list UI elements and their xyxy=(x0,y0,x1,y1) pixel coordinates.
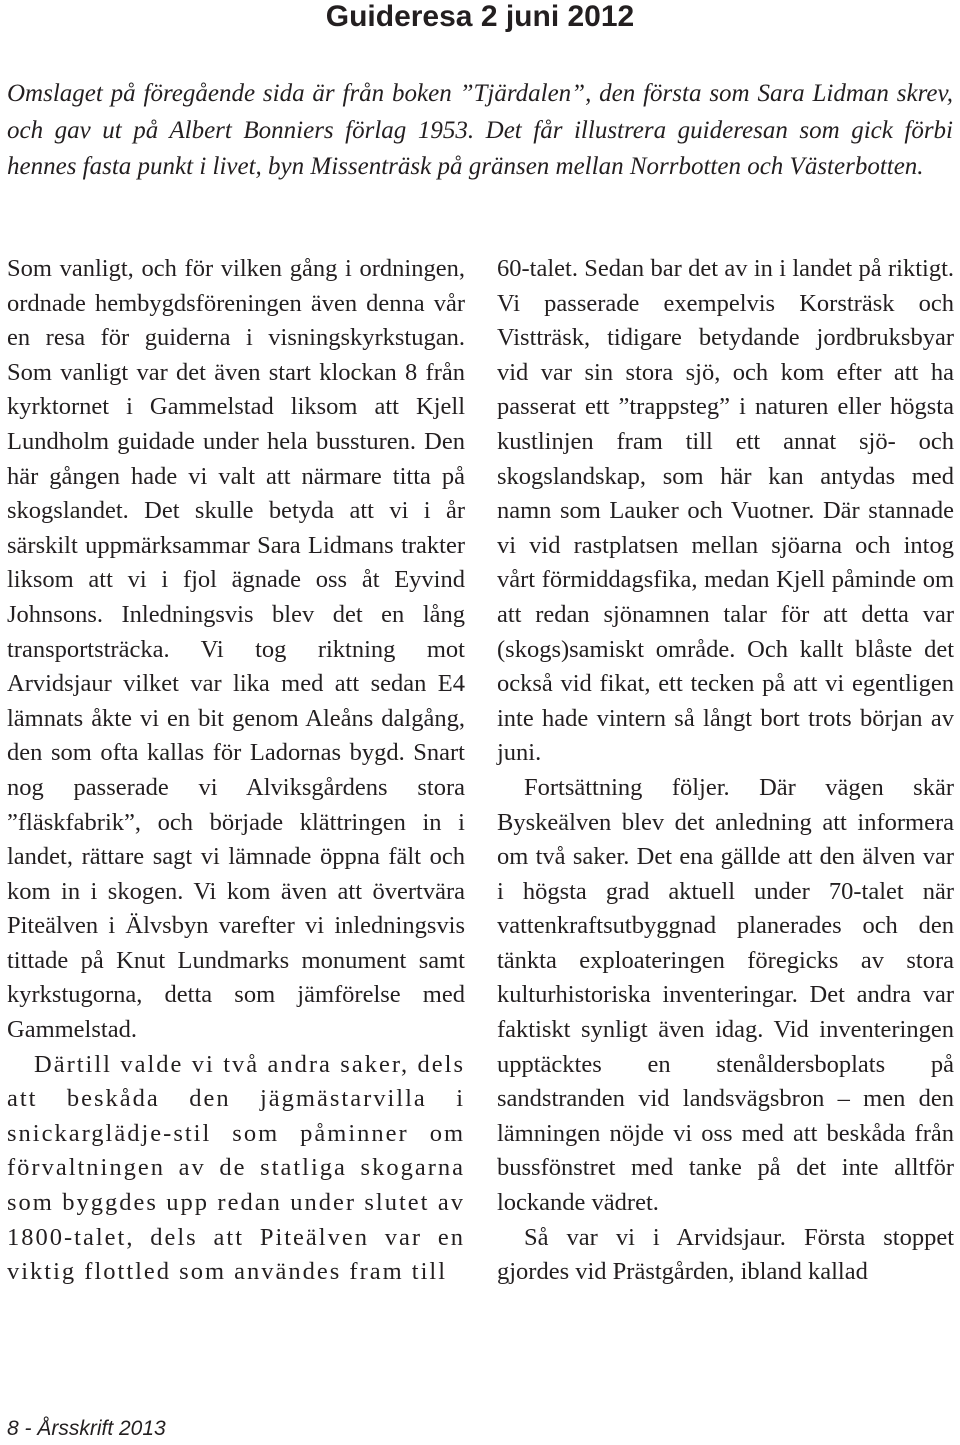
intro-caption: Omslaget på föregående sida är från boken ”Tjärdalen”, den första som Sara Lidman skrev, och gav ut på Albert Bonniers förlag 1953. Det får illustrera guideresan som gick förbi hennes fasta punkt i livet, byn Missenträsk på gränsen mellan Norrbotten och Västerbotten. xyxy=(7,80,953,180)
paragraph: Därtill valde vi två andra saker, dels att beskåda den jägmästarvilla i snickarglädje-stil som påminner om förvaltningen av de statliga skogarna som byggdes upp redan under slutet av 1800-talet, dels att Piteälven var en viktig flottled som användes fram till xyxy=(7,1050,465,1286)
paragraph: Som vanligt, och för vilken gång i ordningen, ordnade hembygdsföreningen även denna vår en resa för guiderna i visningskyrkstugan. Som vanligt var det även start klockan 8 från kyrktornet i Gammelstad liksom att Kjell Lundholm guidade under hela bussturen. Den här gången hade vi valt att närmare titta på skogslandet. Det skulle betyda att vi i år särskilt uppmärksammar Sara Lidmans trakter liksom att vi i fjol ägnade oss åt Eyvind Johnsons. Inledningsvis blev det en lång transportsträcka. Vi tog riktning mot Arvidsjaur vilket var lika med att sedan E4 lämnats åkte vi en bit genom Aleåns dalgång, den som ofta kallas för Ladornas bygd. Snart nog passerade vi Alviksgårdens stora ”fläskfabrik”, och började klättringen in i landet, rättare sagt vi lämnade öppna fält och kom in i skogen. Vi kom även att övertvära Piteälven i Älvsbyn varefter vi inledningsvis tittade på Knut Lundmarks monument samt kyrkstugorna, detta som jämförelse med Gammelstad. xyxy=(7,255,465,1044)
paragraph: Så var vi i Arvidsjaur. Första stoppet gjordes vid Prästgården, ibland kallad xyxy=(497,1223,954,1286)
page-footer: 8 - Årsskrift 2013 xyxy=(7,1417,166,1440)
paragraph: Fortsättning följer. Där vägen skär Byskeälven blev det anledning att informera om två saker. Det ena gällde att den älven var i högsta grad aktuell under 70-talet när vattenkraftsutbyggnad planerades och den tänkta exploateringen föregicks av stora kulturhistoriska inventeringar. Det andra var faktiskt synligt även idag. Vid inventeringen upptäcktes en stenåldersboplats på sandstranden vid landsvägsbron – men den lämningen nöjde vi oss med att beskåda från bussfönstret med tanke på det inte alltför lockande vädret. xyxy=(497,773,954,1217)
page-title: Guideresa 2 juni 2012 xyxy=(325,0,635,33)
right-column xyxy=(497,252,954,1290)
paragraph: 60-talet. Sedan bar det av in i landet på riktigt. Vi passerade exempelvis Korsträsk och Vistträsk, tidigare betydande jordbruksbyar vid var sin stora sjö, och kom efter att ha passerat ett ”trappsteg” i naturen eller högsta kustlinjen fram till ett annat sjö- och skogslandskap, som här kan antydas med namn som Lauker och Vuotner. Där stannade vi vid rastplatsen mellan sjöarna och intog vårt förmiddagsfika, medan Kjell påminde om att redan sjönamnen talar för att detta var (skogs)samiskt område. Och kallt blåste det också vid fikat, ett tecken på att vi egentligen inte hade vintern så långt bort trots början av juni. xyxy=(497,255,954,767)
left-column xyxy=(7,252,465,1290)
